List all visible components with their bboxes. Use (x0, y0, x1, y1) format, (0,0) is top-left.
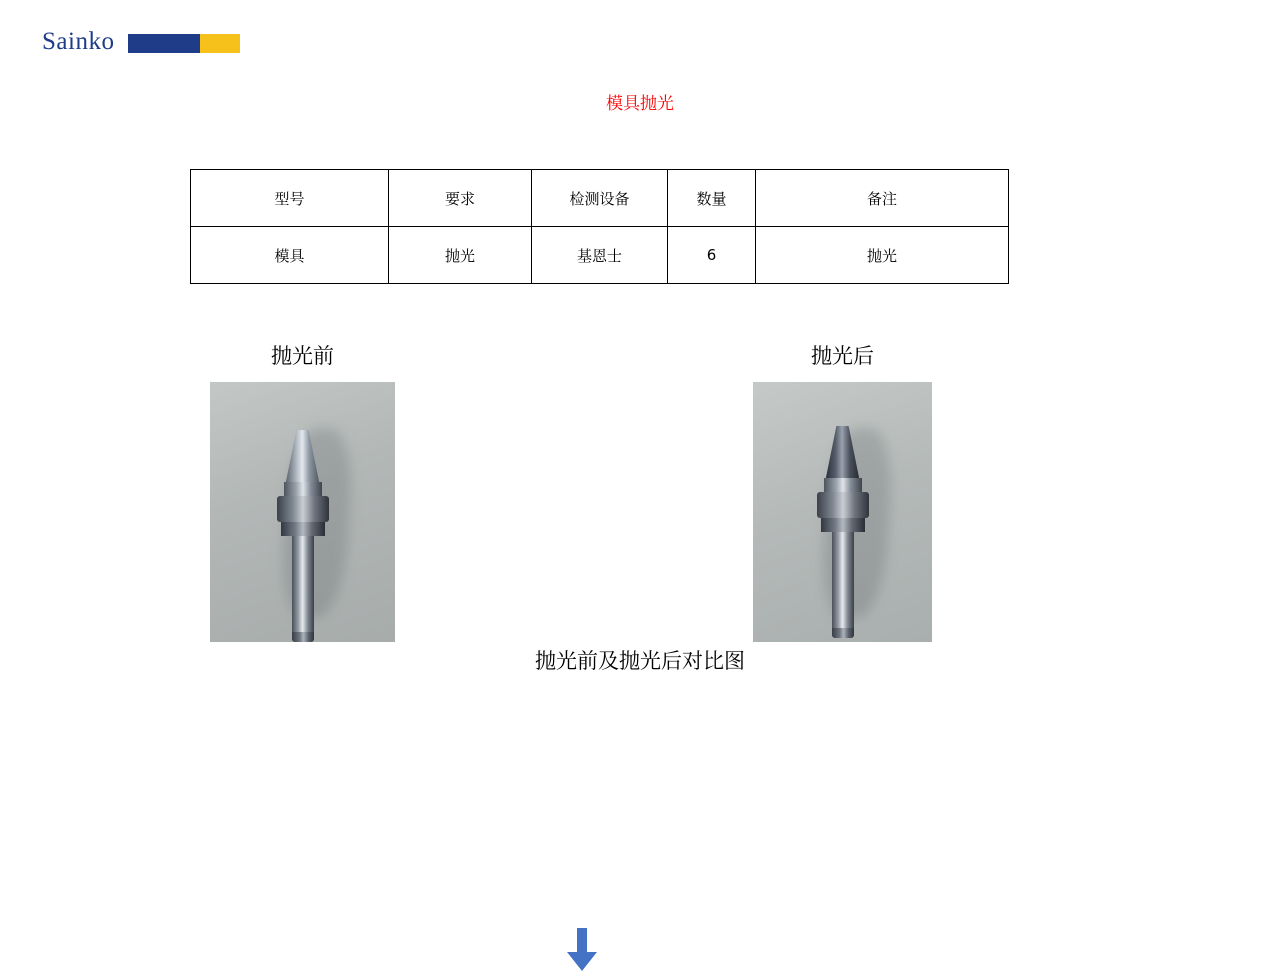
after-label: 抛光后 (811, 344, 874, 368)
cell-remark: 抛光 (756, 227, 1009, 284)
part-shank-end (832, 628, 854, 638)
table-header-model: 型号 (191, 170, 389, 227)
part-flange (817, 492, 869, 518)
brand-logo (42, 28, 240, 56)
down-arrow-icon (566, 928, 598, 972)
part-flange-lower (281, 522, 325, 536)
logo-bar-yellow (200, 34, 240, 53)
comparison-caption: 抛光前及抛光后对比图 (535, 649, 745, 673)
logo-bar-blue (128, 34, 200, 53)
cell-model: 模具 (191, 227, 389, 284)
cell-quantity: 6 (668, 227, 756, 284)
table-header-row (191, 170, 1009, 227)
part-flange (277, 496, 329, 522)
table-header-equipment: 检测设备 (532, 170, 668, 227)
part-shank-end (292, 632, 314, 642)
table-header-remark: 备注 (756, 170, 1009, 227)
logo-wordmark: Sainko (42, 28, 115, 55)
part-shank (292, 536, 314, 632)
spec-table (190, 169, 1009, 284)
before-photo (210, 382, 395, 642)
table-header-requirement: 要求 (389, 170, 532, 227)
logo-color-bars (128, 34, 240, 53)
page-title: 模具抛光 (606, 94, 674, 114)
after-photo (753, 382, 932, 642)
cell-equipment: 基恩士 (532, 227, 668, 284)
part-shank (832, 532, 854, 628)
cell-requirement: 抛光 (389, 227, 532, 284)
before-label: 抛光前 (271, 344, 334, 368)
table-header-quantity: 数量 (668, 170, 756, 227)
part-flange-lower (821, 518, 865, 532)
comparison-section (0, 340, 1280, 670)
table-row (191, 227, 1009, 284)
before-panel (210, 340, 395, 642)
after-panel (753, 340, 932, 642)
